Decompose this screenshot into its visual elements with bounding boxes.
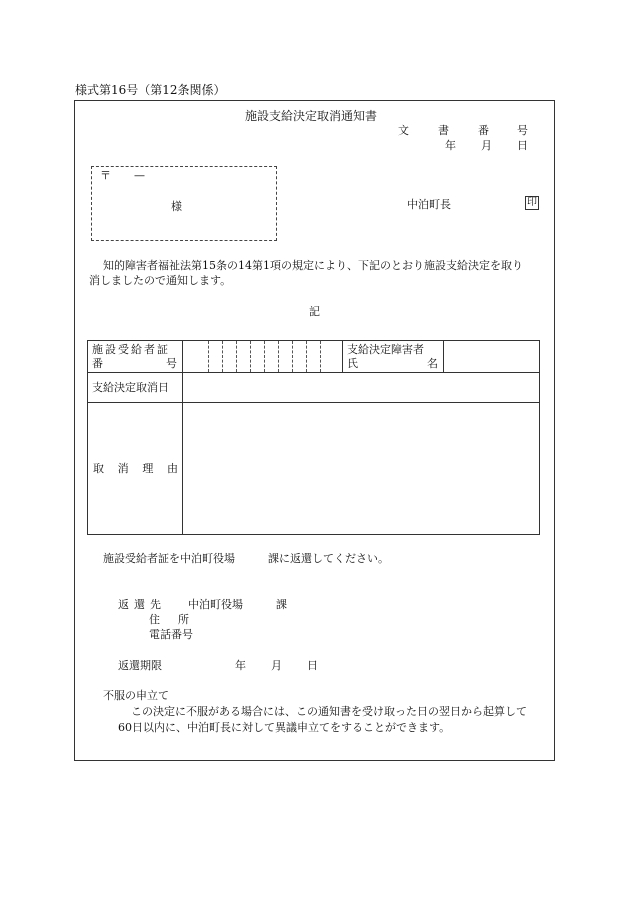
issuer-name: 中泊町長 bbox=[407, 198, 451, 211]
document-title: 施設支給決定取消通知書 bbox=[245, 109, 378, 123]
doc-number-char-1: 文 bbox=[398, 124, 409, 137]
cert-number-label: 施設受給者証 番 号 bbox=[88, 341, 183, 373]
cancel-date-label: 支給決定取消日 bbox=[88, 373, 183, 403]
doc-number-char-4: 号 bbox=[517, 124, 528, 137]
date-day: 日 bbox=[517, 139, 528, 152]
doc-number-char-3: 番 bbox=[478, 124, 489, 137]
ki-heading: 記 bbox=[309, 305, 320, 318]
person-name-label: 支給決定障害者 氏 名 bbox=[343, 341, 444, 373]
details-table bbox=[87, 340, 540, 535]
return-to-value: 中泊町役場 課 bbox=[188, 598, 287, 611]
date-month: 月 bbox=[481, 139, 492, 152]
address-label: 住所 bbox=[149, 613, 207, 626]
appeal-line-1: この決定に不服がある場合には、この通知書を受け取った日の翌日から起算して bbox=[131, 705, 527, 718]
deadline-year: 年 bbox=[235, 659, 246, 672]
recipient-address-box[interactable] bbox=[91, 166, 277, 241]
phone-label: 電話番号 bbox=[149, 628, 193, 641]
person-name-value[interactable] bbox=[444, 341, 540, 373]
doc-number-char-2: 書 bbox=[438, 124, 449, 137]
recipient-suffix: 様 bbox=[171, 200, 182, 213]
date-year: 年 bbox=[445, 139, 456, 152]
return-notice: 施設受給者証を中泊町役場 課に返還してください。 bbox=[103, 552, 389, 565]
cert-number-cells[interactable] bbox=[183, 341, 343, 373]
seal-mark: 印 bbox=[527, 197, 537, 208]
postal-mark: 〒 bbox=[100, 169, 111, 182]
postal-dash: — bbox=[134, 169, 145, 182]
reason-value[interactable] bbox=[183, 403, 540, 535]
appeal-heading: 不服の申立て bbox=[103, 689, 169, 702]
deadline-label: 返還期限 bbox=[118, 659, 162, 672]
body-line-1: 知的障害者福祉法第15条の14第1項の規定により、下記のとおり施設支給決定を取り bbox=[103, 259, 523, 272]
appeal-line-2: 60日以内に、中泊町長に対して異議申立てをすることができます。 bbox=[118, 721, 451, 734]
cancel-date-value[interactable] bbox=[183, 373, 540, 403]
body-line-2: 消しましたので通知します。 bbox=[89, 274, 232, 287]
form-number-label: 様式第16号（第12条関係） bbox=[75, 83, 226, 97]
reason-label: 取 消 理 由 bbox=[88, 403, 183, 535]
deadline-day: 日 bbox=[307, 659, 318, 672]
deadline-month: 月 bbox=[271, 659, 282, 672]
return-to-label: 返還先 bbox=[118, 598, 166, 611]
